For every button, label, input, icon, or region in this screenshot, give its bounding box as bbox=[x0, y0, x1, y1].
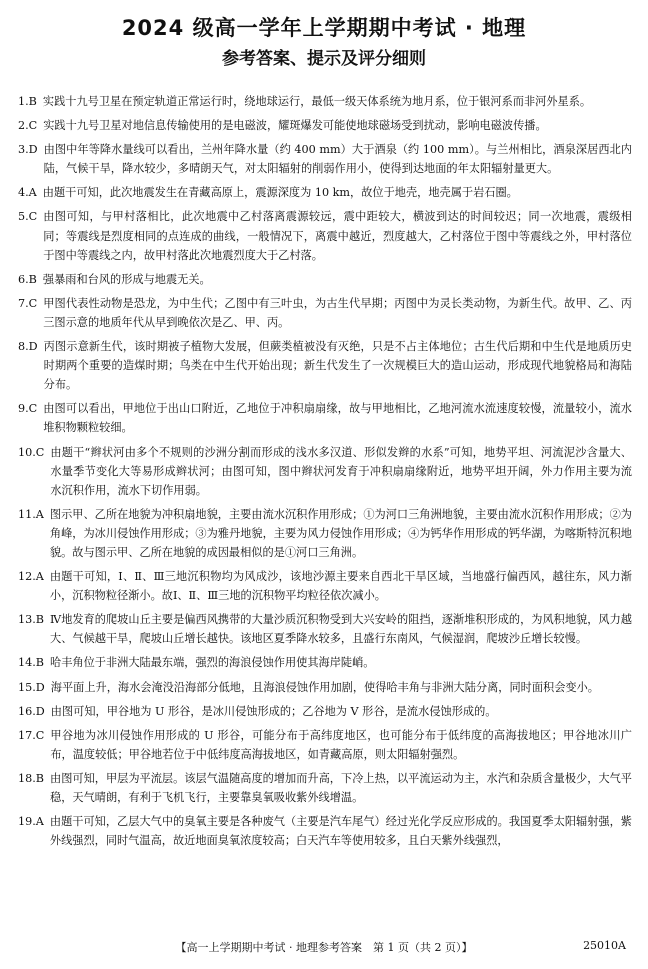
answer-explanation: 由图可知，与甲村落相比，此次地震中乙村落离震源较远，震中距较大，横波到达的时间较迟；同一次地震，震级相同；等震线是烈度相同的点连成的曲线，一般情况下，离震中越近，烈度越大，乙村落位于图中等震线之外，甲村落位于图中等震线之内，故甲村落此次地震烈度大于乙村落。 bbox=[43, 210, 632, 262]
answer-number: 5.C bbox=[18, 210, 38, 224]
answer-item bbox=[18, 270, 632, 289]
answer-number: 4.A bbox=[18, 186, 37, 200]
answer-number: 15.D bbox=[18, 680, 45, 694]
answer-item bbox=[18, 653, 632, 672]
answer-explanation: 由题干可知，此次地震发生在青藏高原上，震源深度为 10 km，故位于地壳，地壳属于岩石圈。 bbox=[42, 186, 518, 200]
answer-number: 1.B bbox=[18, 95, 37, 108]
answer-explanation: 海平面上升，海水会淹没沿海部分低地，且海浪侵蚀作用加剧，使得哈丰角与非洲大陆分离，同时面积会变小。 bbox=[50, 680, 599, 694]
answer-explanation: 实践十九号卫星在预定轨道正常运行时，绕地球运行，最低一级天体系统为地月系，位于银河系而非河外星系。 bbox=[42, 95, 592, 108]
answer-item bbox=[18, 399, 632, 437]
answer-item bbox=[18, 207, 632, 264]
answer-item bbox=[18, 567, 632, 605]
answer-number: 9.C bbox=[18, 402, 38, 416]
answer-number: 19.A bbox=[18, 815, 44, 829]
answer-item bbox=[18, 726, 632, 764]
answer-item bbox=[18, 92, 632, 111]
answer-item bbox=[18, 678, 632, 697]
answer-number: 11.A bbox=[18, 507, 44, 521]
answer-number: 6.B bbox=[18, 272, 37, 286]
answer-number: 7.C bbox=[18, 296, 38, 310]
answer-number: 3.D bbox=[18, 143, 38, 157]
answer-explanation: 丙图示意新生代，该时期被子植物大发展，但蕨类植被没有灭绝，只是不占主体地位；古生代后期和中生代是地质历史时期两个重要的造煤时期；鸟类在中生代开始出现；新生代发生了一次规模巨大的造山运动，形成现代地貌格局和海陆分布。 bbox=[43, 340, 632, 392]
answer-number: 2.C bbox=[18, 119, 38, 133]
answer-explanation: 由图中年等降水量线可以看出，兰州年降水量（约 400 mm）大于酒泉（约 100 mm）。与兰州相比，酒泉深居西北内陆，气候干旱，降水较少，多晴朗天气，对太阳辐射的削弱作用小，使得到达地面的年太阳辐射量更大。 bbox=[43, 143, 632, 176]
answer-number: 12.A bbox=[18, 570, 44, 584]
answer-explanation: 由题干“辫状河由多个不规则的沙洲分割而形成的浅水多汉道、形似发辫的水系”可知，地势平坦、河流泥沙含量大、水量季节变化大等易形成辫状河；由图可知，图中辫状河发育于冲积扇扇缘附近，地势平坦开阔，外力作用主要为流水沉积作用，流水下切作用弱。 bbox=[50, 445, 632, 497]
answer-item bbox=[18, 702, 632, 721]
answer-explanation: 图示甲、乙所在地貌为冲积扇地貌，主要由流水沉积作用形成；①为河口三角洲地貌，主要由流水沉积作用形成；②为角峰，为冰川侵蚀作用形成；③为雅丹地貌，主要为风力侵蚀作用形成；④为钙华作用形成的钙华湖，为喀斯特沉积地貌。故与图示甲、乙所在地貌的成因最相似的是①河口三角洲。 bbox=[49, 507, 632, 559]
answer-explanation: 由题干可知，Ⅰ、Ⅱ、Ⅲ三地沉积物均为风成沙，该地沙源主要来自西北干旱区域，当地盛行偏西风，越往东，风力渐小，沉积物粒径渐小。故Ⅰ、Ⅱ、Ⅲ三地的沉积物平均粒径依次减小。 bbox=[49, 570, 632, 603]
answer-number: 18.B bbox=[18, 771, 45, 785]
answer-explanation: 由图可以看出，甲地位于出山口附近，乙地位于冲积扇扇缘，故与甲地相比，乙地河流水流速度较慢，流量较小，流水堆积物颗粒较细。 bbox=[43, 402, 632, 435]
answer-explanation: 由图可知，甲谷地为 U 形谷，是冰川侵蚀形成的；乙谷地为 V 形谷，是流水侵蚀形成的。 bbox=[50, 704, 497, 718]
answer-item bbox=[18, 812, 632, 850]
page-title: 2024 级高一学年上学期期中考试 · 地理 bbox=[121, 16, 527, 40]
answer-explanation: 实践十九号卫星对地信息传输使用的是电磁波，耀斑爆发可能使地球磁场受到扰动，影响电磁波传播。 bbox=[43, 119, 547, 133]
answer-item bbox=[18, 443, 632, 500]
answer-explanation: 甲图代表性动物是恐龙，为中生代；乙图中有三叶虫，为古生代早期；丙图中为灵长类动物，为新生代。故甲、乙、丙三图示意的地质年代从早到晚依次是乙、甲、丙。 bbox=[43, 296, 632, 329]
answer-explanation: 由图可知，甲层为平流层。该层气温随高度的增加而升高，下冷上热，以平流运动为主，水汽和杂质含量极少，大气平稳，天气晴朗，有利于飞机飞行，主要靠臭氧吸收紫外线增温。 bbox=[50, 771, 632, 804]
answer-item bbox=[18, 183, 632, 202]
answer-explanation: 强暴雨和台风的形成与地震无关。 bbox=[42, 272, 211, 286]
page-subtitle: 参考答案、提示及评分细则 bbox=[222, 49, 426, 69]
answer-number: 8.D bbox=[18, 340, 38, 354]
answer-item bbox=[18, 140, 632, 178]
answer-number: 13.B bbox=[18, 613, 45, 627]
answer-list bbox=[18, 92, 632, 855]
answer-item bbox=[18, 116, 632, 135]
answer-item bbox=[18, 337, 632, 394]
footer-page-info: 【高一上学期期中考试 · 地理参考答案 第 1 页（共 2 页）】 bbox=[175, 941, 473, 954]
answer-explanation: 由题干可知，乙层大气中的臭氧主要是各种废气（主要是汽车尾气）经过光化学反应形成的。我国夏季太阳辐射强，紫外线强烈，同时气温高，故近地面臭氧浓度较高；白天汽车等使用较多，且白天紫外线强烈， bbox=[49, 815, 632, 848]
answer-number: 10.C bbox=[18, 445, 45, 459]
answer-number: 17.C bbox=[18, 728, 45, 742]
answer-explanation: 哈丰角位于非洲大陆最东端，强烈的海浪侵蚀作用使其海岸陡峭。 bbox=[50, 656, 375, 670]
answer-item bbox=[18, 769, 632, 807]
answer-item bbox=[18, 505, 632, 562]
answer-number: 14.B bbox=[18, 656, 45, 670]
answer-item bbox=[18, 294, 632, 332]
answer-number: 16.D bbox=[18, 704, 45, 718]
answer-explanation: 甲谷地为冰川侵蚀作用形成的 U 形谷，可能分布于高纬度地区，也可能分布于低纬度的高海拔地区；甲谷地冰川广布，温度较低；甲谷地若位于中低纬度高海拔地区，如青藏高原，则太阳辐射强烈。 bbox=[50, 728, 632, 761]
answer-explanation: Ⅳ地发育的爬坡山丘主要是偏西风携带的大量沙质沉积物受到大兴安岭的阻挡，逐渐堆积形成的，为风积地貌，风力越大、气候越干旱，爬坡山丘增长越快。该地区夏季降水较多，且盛行东南风，气候湿润，爬坡沙丘增长较慢。 bbox=[50, 613, 632, 646]
footer-code: 25010A bbox=[583, 939, 626, 952]
answer-item bbox=[18, 610, 632, 648]
